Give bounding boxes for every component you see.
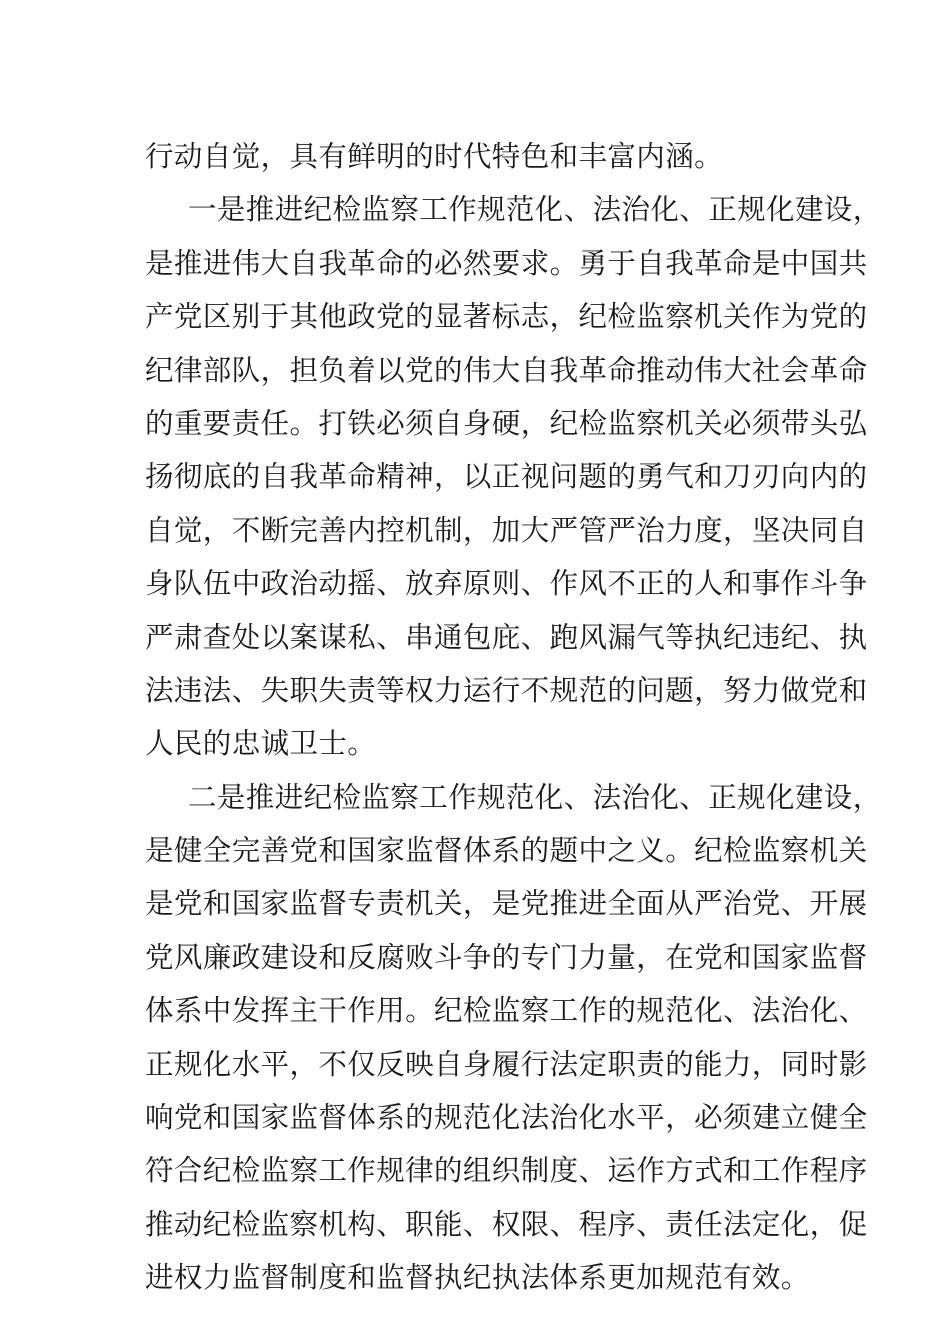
text-line: 产党区别于其他政党的显著标志，纪检监察机关作为党的 xyxy=(145,300,868,334)
paragraph-2-first-line: 二是推进纪检监察工作规范化、法治化、正规化建设， xyxy=(188,780,882,814)
text-line: 正规化水平，不仅反映自身履行法定职责的能力，同时影 xyxy=(145,1047,868,1081)
text-line: 法违法、失职失责等权力运行不规范的问题，努力做党和 xyxy=(145,673,868,707)
text-line: 响党和国家监督体系的规范化法治化水平，必须建立健全 xyxy=(145,1101,868,1135)
text-line: 推动纪检监察机构、职能、权限、程序、责任法定化，促 xyxy=(145,1207,868,1241)
text-line: 进权力监督制度和监督执纪执法体系更加规范有效。 xyxy=(145,1261,810,1295)
text-line: 身队伍中政治动摇、放弃原则、作风不正的人和事作斗争 xyxy=(145,567,868,601)
text-line: 人民的忠诚卫士。 xyxy=(145,727,377,761)
text-line: 党风廉政建设和反腐败斗争的专门力量，在党和国家监督 xyxy=(145,940,868,974)
text-line: 符合纪检监察工作规律的组织制度、运作方式和工作程序 xyxy=(145,1154,868,1188)
body-text xyxy=(145,130,882,1305)
text-line: 是推进伟大自我革命的必然要求。勇于自我革命是中国共 xyxy=(145,246,868,280)
text-line: 体系中发挥主干作用。纪检监察工作的规范化、法治化、 xyxy=(145,994,868,1028)
text-line: 扬彻底的自我革命精神，以正视问题的勇气和刀刃向内的 xyxy=(145,460,868,494)
text-line: 是健全完善党和国家监督体系的题中之义。纪检监察机关 xyxy=(145,834,868,868)
text-line: 自觉，不断完善内控机制，加大严管严治力度，坚决同自 xyxy=(145,513,868,547)
text-line: 纪律部队，担负着以党的伟大自我革命推动伟大社会革命 xyxy=(145,353,868,387)
paragraph-1-first-line: 一是推进纪检监察工作规范化、法治化、正规化建设， xyxy=(188,193,882,227)
text-line: 严肃查处以案谋私、串通包庇、跑风漏气等执纪违纪、执 xyxy=(145,620,868,654)
text-line: 行动自觉，具有鲜明的时代特色和丰富内涵。 xyxy=(145,140,724,173)
text-line: 的重要责任。打铁必须自身硬，纪检监察机关必须带头弘 xyxy=(145,406,868,440)
text-line: 是党和国家监督专责机关，是党推进全面从严治党、开展 xyxy=(145,887,868,921)
